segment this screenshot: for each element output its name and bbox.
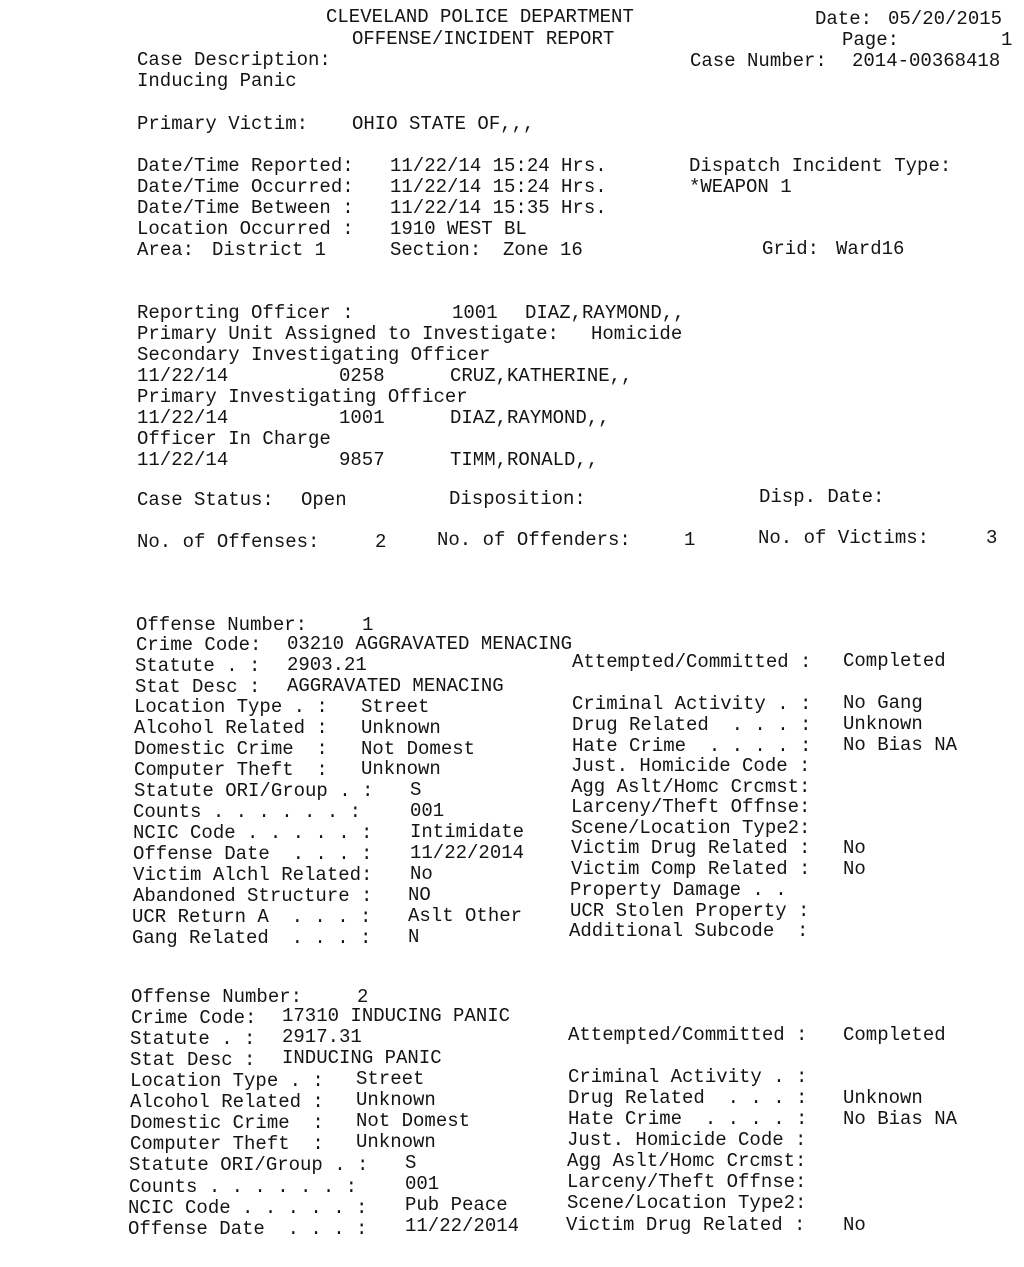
location-value: 1910 WEST BL <box>390 218 527 240</box>
offense2-statute-value: 2917.31 <box>282 1026 362 1048</box>
o1-field-label: Just. Homicide Code : <box>571 755 811 777</box>
o2-field-label: Attempted/Committed : <box>568 1024 808 1046</box>
o2-field-value: Not Domest <box>356 1110 471 1132</box>
reported-label: Date/Time Reported: <box>137 155 354 177</box>
o1-field-value: Aslt Other <box>408 905 523 927</box>
o2-field-label: Domestic Crime : <box>130 1112 324 1134</box>
o1-field-label: Domestic Crime : <box>134 738 328 760</box>
page-number: 1 <box>1001 29 1013 51</box>
secondary-officer-id: 0258 <box>339 365 385 387</box>
between-label: Date/Time Between : <box>137 197 354 219</box>
primary-victim-label: Primary Victim: <box>137 113 309 135</box>
o2-field-value: 11/22/2014 <box>405 1215 520 1237</box>
o1-field-value: 11/22/2014 <box>410 842 525 864</box>
location-label: Location Occurred : <box>137 218 354 240</box>
o1-field-label: Offense Date . . . : <box>133 843 373 865</box>
offenses-count-value: 2 <box>375 531 387 553</box>
o1-field-label: Victim Comp Related : <box>571 858 811 880</box>
case-number-value: 2014-00368418 <box>852 50 1001 72</box>
occurred-label: Date/Time Occurred: <box>137 176 354 198</box>
o1-field-value: No Gang <box>843 692 923 714</box>
o1-field-label: Drug Related . . . : <box>572 714 812 736</box>
reporting-officer-name: DIAZ,RAYMOND,, <box>525 302 685 324</box>
o2-field-label: Location Type . : <box>130 1070 324 1092</box>
o1-field-label: UCR Stolen Property : <box>570 900 810 922</box>
o2-field-label: Criminal Activity . : <box>568 1066 808 1088</box>
officer-in-charge-id: 9857 <box>339 449 385 471</box>
dispatch-label: Dispatch Incident Type: <box>689 155 952 177</box>
o1-field-value: No Bias NA <box>843 734 958 756</box>
o2-field-label: Computer Theft : <box>130 1133 324 1155</box>
offense1-stat-desc-value: AGGRAVATED MENACING <box>287 675 504 697</box>
o2-field-value: Unknown <box>356 1089 436 1111</box>
o1-field-value: Street <box>361 696 430 718</box>
unit-label: Primary Unit Assigned to Investigate: <box>137 323 559 345</box>
between-value: 11/22/14 15:35 Hrs. <box>390 197 607 219</box>
o1-field-label: Criminal Activity . : <box>572 693 812 715</box>
o1-field-label: Statute ORI/Group . : <box>134 780 374 802</box>
o1-field-label: Alcohol Related : <box>134 717 328 739</box>
o2-field-value: No <box>843 1214 866 1236</box>
victims-count-value: 3 <box>986 527 998 549</box>
date-label: Date: <box>815 8 873 30</box>
o2-field-value: Unknown <box>356 1131 436 1153</box>
date-value: 05/20/2015 <box>888 8 1003 30</box>
o2-field-label: Larceny/Theft Offnse: <box>567 1171 807 1193</box>
o1-field-value: 001 <box>410 800 445 822</box>
o1-field-value: Unknown <box>361 758 441 780</box>
offense1-crime-code-value: 03210 AGGRAVATED MENACING <box>287 633 573 655</box>
case-status-value: Open <box>301 489 347 511</box>
victims-count-label: No. of Victims: <box>758 527 930 549</box>
officer-in-charge-date: 11/22/14 <box>137 449 229 471</box>
o1-field-value: No <box>410 863 433 885</box>
report-type: OFFENSE/INCIDENT REPORT <box>352 28 615 50</box>
o2-field-label: Hate Crime . . . . : <box>568 1108 808 1130</box>
o1-field-label: Attempted/Committed : <box>572 651 812 673</box>
disp-date-label: Disp. Date: <box>759 486 885 508</box>
o1-field-label: Additional Subcode : <box>569 920 809 942</box>
o1-field-label: Victim Drug Related : <box>571 837 811 859</box>
o1-field-label: Abandoned Structure : <box>133 885 373 907</box>
case-description-label: Case Description: <box>137 49 331 71</box>
o1-field-label: Agg Aslt/Homc Crcmst: <box>571 776 811 798</box>
offense2-statute-label: Statute . : <box>130 1028 256 1050</box>
o1-field-label: NCIC Code . . . . . : <box>133 822 373 844</box>
offenders-count-label: No. of Offenders: <box>437 529 631 551</box>
o1-field-value: NO <box>408 884 431 906</box>
o1-field-label: Victim Alchl Related: <box>133 864 373 886</box>
o1-field-label: Computer Theft : <box>134 759 328 781</box>
offense2-number-label: Offense Number: <box>131 986 303 1008</box>
o2-field-label: Counts . . . . . . : <box>129 1176 358 1198</box>
o1-field-value: Unknown <box>843 713 923 735</box>
offense2-crime-code-value: 17310 INDUCING PANIC <box>282 1005 511 1027</box>
o2-field-value: Pub Peace <box>405 1194 508 1216</box>
unit-value: Homicide <box>591 323 683 345</box>
o2-field-label: Statute ORI/Group . : <box>129 1154 369 1176</box>
offense1-stat-desc-label: Stat Desc : <box>135 676 261 698</box>
o1-field-label: Gang Related . . . : <box>132 927 372 949</box>
o2-field-label: Drug Related . . . : <box>568 1087 808 1109</box>
o1-field-label: Property Damage . . <box>570 879 787 901</box>
offense2-stat-desc-value: INDUCING PANIC <box>282 1047 442 1069</box>
o1-field-value: Not Domest <box>361 738 476 760</box>
o1-field-value: Intimidate <box>410 821 525 843</box>
primary-officer-label: Primary Investigating Officer <box>137 386 468 408</box>
primary-officer-id: 1001 <box>339 407 385 429</box>
o1-field-value: No <box>843 837 866 859</box>
offense2-number-value: 2 <box>357 986 369 1008</box>
officer-in-charge-name: TIMM,RONALD,, <box>450 449 599 471</box>
grid-label: Grid: <box>762 238 820 260</box>
offense2-crime-code-label: Crime Code: <box>131 1007 257 1029</box>
section-value: Zone 16 <box>503 239 583 261</box>
secondary-officer-date: 11/22/14 <box>137 365 229 387</box>
o1-field-value: No <box>843 858 866 880</box>
offense1-number-value: 1 <box>362 614 374 636</box>
o1-field-label: Location Type . : <box>134 696 328 718</box>
secondary-officer-label: Secondary Investigating Officer <box>137 344 491 366</box>
offenders-count-value: 1 <box>684 529 696 551</box>
o1-field-value: Completed <box>843 650 946 672</box>
o1-field-value: Unknown <box>361 717 441 739</box>
o2-field-value: Unknown <box>843 1087 923 1109</box>
o1-field-label: Larceny/Theft Offnse: <box>571 796 811 818</box>
o1-field-value: S <box>410 779 422 801</box>
o2-field-value: 001 <box>405 1173 440 1195</box>
case-status-label: Case Status: <box>137 489 274 511</box>
secondary-officer-name: CRUZ,KATHERINE,, <box>450 365 633 387</box>
case-number-label: Case Number: <box>690 50 827 72</box>
o2-field-label: Victim Drug Related : <box>566 1214 806 1236</box>
section-label: Section: <box>390 239 482 261</box>
o1-field-label: Counts . . . . . . : <box>133 801 362 823</box>
area-label: Area: <box>137 239 195 261</box>
officer-in-charge-label: Officer In Charge <box>137 428 331 450</box>
dispatch-value: *WEAPON 1 <box>689 176 792 198</box>
department-title: CLEVELAND POLICE DEPARTMENT <box>326 6 634 28</box>
reporting-officer-label: Reporting Officer : <box>137 302 354 324</box>
offense2-stat-desc-label: Stat Desc : <box>130 1049 256 1071</box>
o1-field-label: UCR Return A . . . : <box>132 906 372 928</box>
o2-field-label: Offense Date . . . : <box>128 1218 368 1240</box>
primary-victim-value: OHIO STATE OF,,, <box>352 113 535 135</box>
offense1-crime-code-label: Crime Code: <box>136 634 262 656</box>
grid-value: Ward16 <box>836 238 905 260</box>
page-label: Page: <box>842 29 900 51</box>
disposition-label: Disposition: <box>449 488 586 510</box>
offense1-number-label: Offense Number: <box>136 614 308 636</box>
o2-field-label: Alcohol Related : <box>130 1091 324 1113</box>
o1-field-label: Hate Crime . . . . : <box>572 735 812 757</box>
o2-field-label: Scene/Location Type2: <box>567 1192 807 1214</box>
occurred-value: 11/22/14 15:24 Hrs. <box>390 176 607 198</box>
offense1-statute-value: 2903.21 <box>287 654 367 676</box>
o2-field-value: No Bias NA <box>843 1108 958 1130</box>
o1-field-value: N <box>408 926 420 948</box>
o1-field-label: Scene/Location Type2: <box>571 817 811 839</box>
reporting-officer-id: 1001 <box>452 302 498 324</box>
o2-field-label: NCIC Code . . . . . : <box>128 1197 368 1219</box>
o2-field-label: Just. Homicide Code : <box>567 1129 807 1151</box>
o2-field-label: Agg Aslt/Homc Crcmst: <box>567 1150 807 1172</box>
offenses-count-label: No. of Offenses: <box>137 531 320 553</box>
o2-field-value: Street <box>356 1068 425 1090</box>
offense1-statute-label: Statute . : <box>135 655 261 677</box>
o2-field-value: S <box>405 1152 417 1174</box>
primary-officer-name: DIAZ,RAYMOND,, <box>450 407 610 429</box>
primary-officer-date: 11/22/14 <box>137 407 229 429</box>
area-value: District 1 <box>212 239 327 261</box>
case-description-value: Inducing Panic <box>137 70 297 92</box>
reported-value: 11/22/14 15:24 Hrs. <box>390 155 607 177</box>
o2-field-value: Completed <box>843 1024 946 1046</box>
